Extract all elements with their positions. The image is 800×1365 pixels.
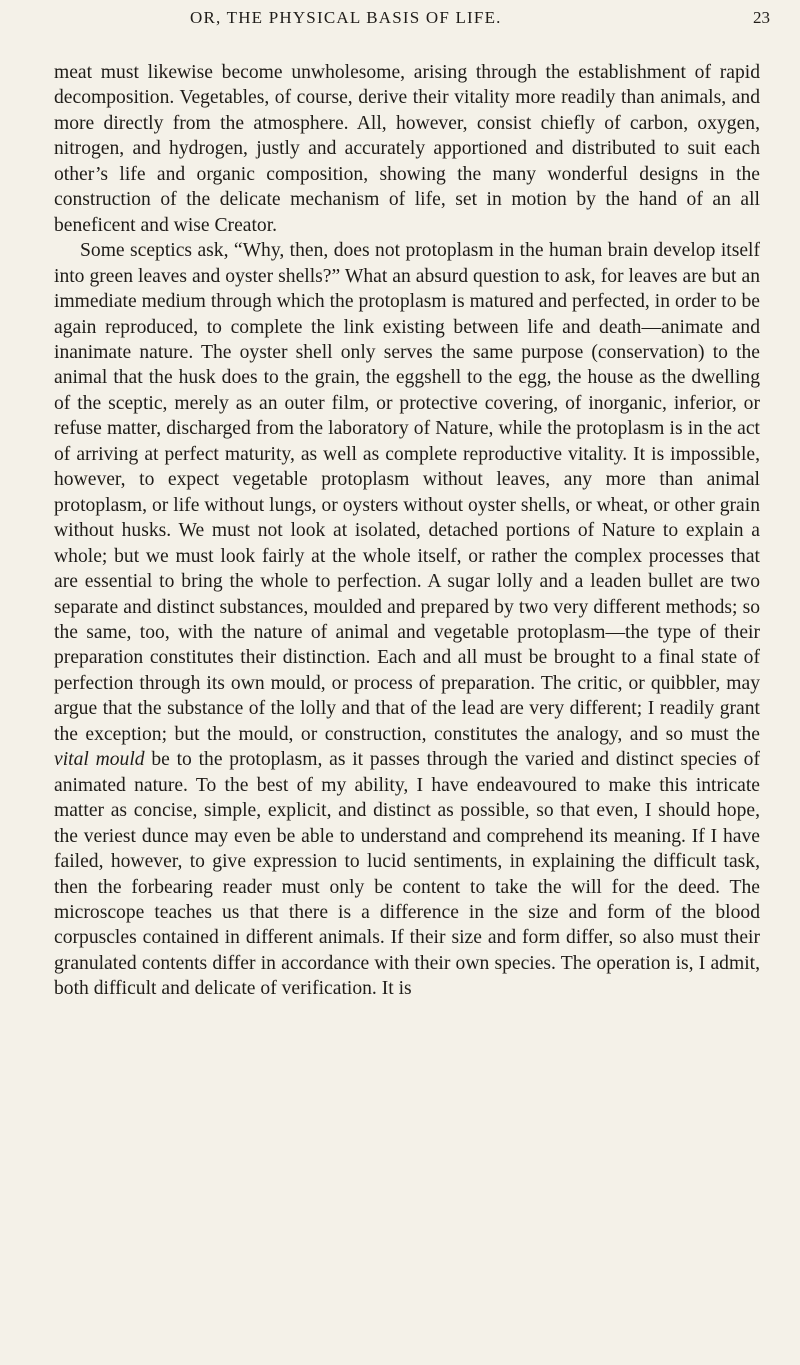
- paragraph-text: meat must likewise become unwholesome, arising through the establishment of rapid decomposition. Vegetables, of course, derive their vitality more readily than animals, and more directly from the atmosphere. All, however, consist chiefly of carbon, oxygen, nitrogen, and hydrogen, justly and accurately apportioned and distributed to suit each other’s life and organic composition, showing the many wonderful designs in the construction of the delicate mechanism of life, set in motion by the hand of an all beneficent and wise Creator.: [54, 62, 760, 236]
- paragraph-text: Some sceptics ask, “Why, then, does not protoplasm in the human brain develop itself into green leaves and oyster shells?” What an absurd question to ask, for leaves are but an immediate medium through which the protoplasm is matured and perfected, in order to be again reproduced, to complete the link existing between life and death—animate and inanimate nature. The oyster shell only serves the same purpose (conservation) to the animal that the husk does to the grain, the eggshell to the egg, the house as the dwelling of the sceptic, merely as an outer film, or protective covering, of inorganic, inferior, or refuse matter, discharged from the laboratory of Nature, while the protoplasm is in the act of arriving at perfect maturity, as well as complete reproductive vitality. It is impossible, however, to expect vegetable protoplasm without leaves, any more than animal protoplasm, or life without lungs, or oysters without oyster shells, or wheat, or other grain without husks. We must not look at isolated, detached portions of Nature to explain a whole; but we must look fairly at the whole itself, or rather the complex processes that are essential to bring the whole to perfection. A sugar lolly and a leaden bullet are two separate and distinct substances, moulded and prepared by two very different methods; so the same, too, with the nature of animal and vegetable protoplasm—the type of their preparation constitutes their distinction. Each and all must be brought to a final state of perfection through its own mould, or process of preparation. The critic, or quibbler, may argue that the substance of the lolly and that of the lead are very different; I readily grant the exception; but the mould, or construction, constitutes the analogy, and so must the: [54, 240, 760, 745]
- running-head: [110, 8, 770, 32]
- body-text: [54, 60, 760, 1360]
- page-number: 23: [753, 8, 770, 27]
- paragraph-text-after: be to the protoplasm, as it passes through the varied and distinct species of animated nature. To the best of my ability, I have endeavoured to make this intricate matter as concise, simple, explicit, and distinct as possible, so that even, I should hope, the veriest dunce may even be able to understand and comprehend its meaning. If I have failed, however, to give expression to lucid sentiments, in explaining the difficult task, then the forbearing reader must only be content to take the will for the deed. The microscope teaches us that there is a difference in the size and form of the blood corpuscles contained in different animals. If their size and form differ, so also must their granulated contents differ in accordance with their own species. The operation is, I admit, both difficult and delicate of verification. It is: [54, 749, 760, 1000]
- running-title: OR, THE PHYSICAL BASIS OF LIFE.: [190, 8, 502, 27]
- paragraph-continued: [54, 60, 760, 238]
- paragraph-sceptics: [54, 238, 760, 1002]
- emphasis-vital-mould: vital mould: [54, 749, 145, 771]
